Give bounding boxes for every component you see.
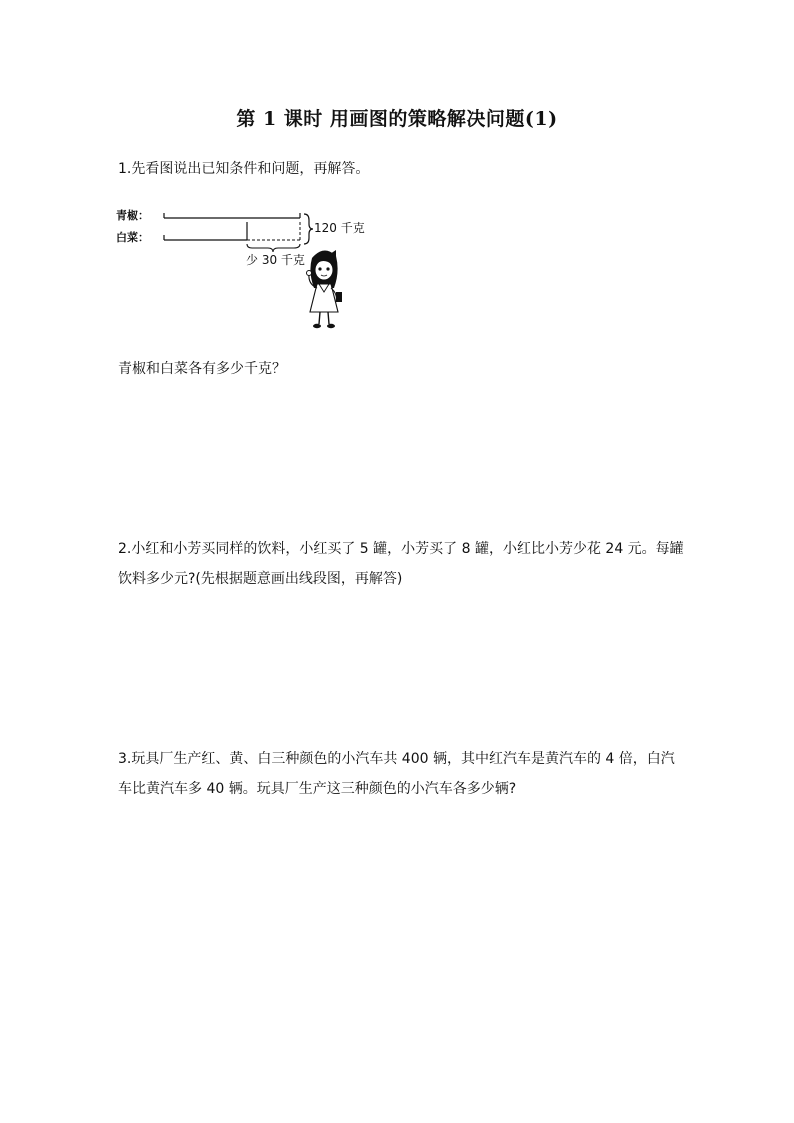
label-cabbage: 白菜： <box>116 231 149 244</box>
girl-illustration-icon <box>307 250 343 328</box>
total-label: 120 千克 <box>314 221 365 235</box>
difference-brace <box>247 244 300 252</box>
difference-label: 少 30 千克 <box>246 253 305 267</box>
page-title: 第 1 课时 用画图的策略解决问题(1) <box>236 108 558 130</box>
question-1-subquestion: 青椒和白菜各有多少千克？ <box>118 361 286 377</box>
segment-cabbage <box>164 222 247 240</box>
question-2-prompt: 2.小红和小芳买同样的饮料，小红买了 5 罐，小芳买了 8 罐，小红比小芳少花 24 元。每罐饮料多少元?(先根据题意画出线段图，再解答) <box>118 541 684 587</box>
question-1-prompt: 1.先看图说出已知条件和问题，再解答。 <box>118 161 370 177</box>
total-brace <box>304 214 313 244</box>
segment-green-pepper <box>164 213 300 218</box>
label-green-pepper: 青椒： <box>116 209 149 222</box>
dashed-difference-segment <box>247 222 300 240</box>
line-segment-diagram <box>116 196 376 338</box>
question-3-prompt: 3.玩具厂生产红、黄、白三种颜色的小汽车共 400 辆，其中红汽车是黄汽车的 4 倍，白汽车比黄汽车多 40 辆。玩具厂生产这三种颜色的小汽车各多少辆? <box>118 751 675 797</box>
